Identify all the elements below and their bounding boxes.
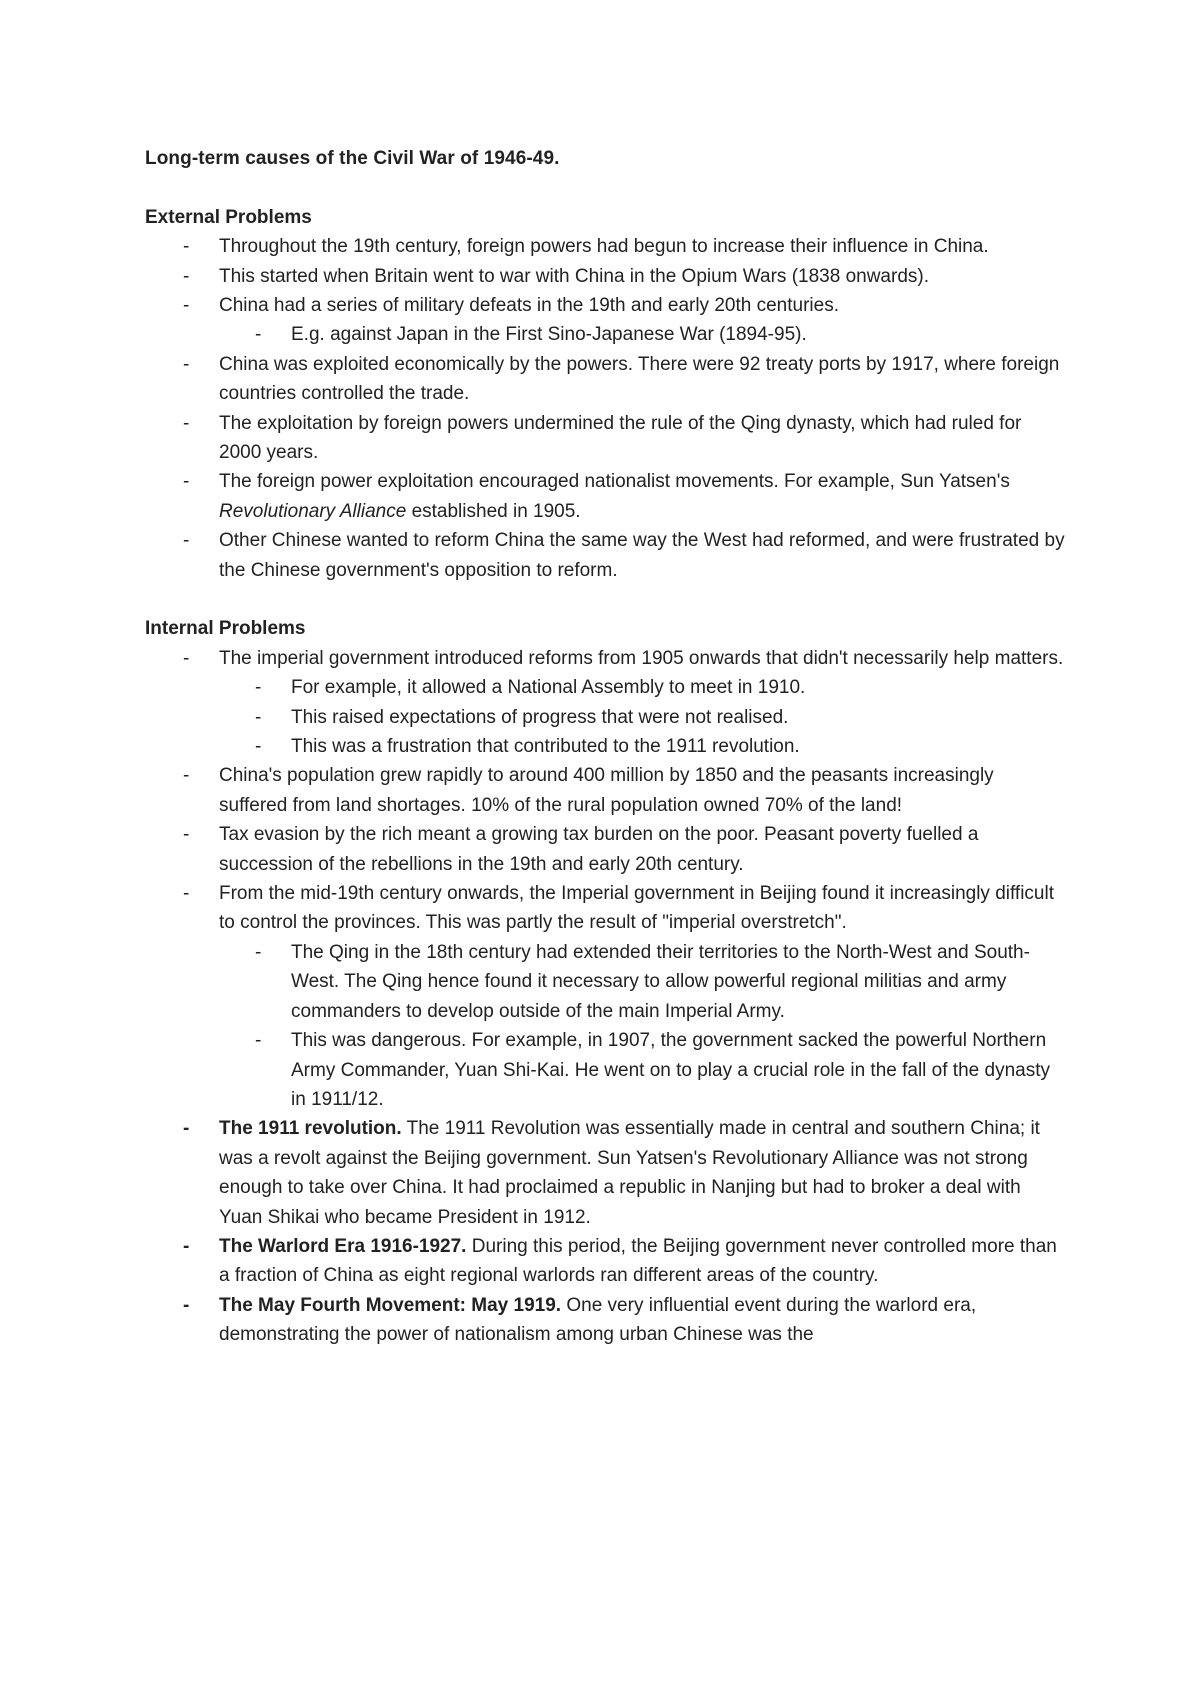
list-item-text: established in 1905. — [406, 500, 581, 522]
list-item — [145, 644, 1065, 673]
bullet-dash: - — [255, 706, 262, 728]
bullet-dash: - — [255, 736, 262, 758]
bullet-dash: - — [183, 1118, 190, 1140]
list-item-text: Other Chinese wanted to reform China the same way the West had reformed, and were frustrated by the Chinese government's opposition to reform. — [219, 530, 1065, 581]
bullet-dash: - — [183, 530, 190, 552]
external-problems-heading: External Problems — [145, 206, 312, 228]
list-item — [145, 409, 1065, 468]
list-item — [145, 350, 1065, 409]
bullet-dash: - — [183, 1235, 190, 1257]
list-item-text: This was a frustration that contributed to the 1911 revolution. — [291, 736, 800, 758]
list-item — [145, 262, 1065, 291]
document-title: Long-term causes of the Civil War of 1946-49. — [145, 148, 560, 169]
list-item-text: The 1911 Revolution was essentially made in central and southern China; it was a revolt against the Beijing government. Sun Yatsen's Revolutionary Alliance was not strong enough to take over China. It had proclaimed a republic in Nanjing but had to broker a deal with Yuan Shikai who became President in 1912. — [219, 1118, 1040, 1228]
list-item-text: This raised expectations of progress that were not realised. — [291, 706, 789, 728]
sub-list-item — [145, 673, 1065, 702]
sub-list-item — [145, 1026, 1065, 1114]
list-item-lead: The Warlord Era 1916-1927. — [219, 1235, 467, 1257]
bullet-dash: - — [183, 265, 190, 287]
bullet-dash: - — [183, 294, 190, 316]
spacer — [145, 585, 1065, 614]
sub-list-item — [145, 703, 1065, 732]
list-item-text: Tax evasion by the rich meant a growing tax burden on the poor. Peasant poverty fuelled a succession of the rebellions in the 19th and early 20th century. — [219, 824, 979, 875]
bullet-dash: - — [183, 353, 190, 375]
list-item — [145, 232, 1065, 261]
list-item-text: E.g. against Japan in the First Sino-Japanese War (1894-95). — [291, 324, 807, 346]
bullet-dash: - — [183, 471, 190, 493]
list-item — [145, 526, 1065, 585]
list-item — [145, 1232, 1065, 1291]
sub-list-item — [145, 320, 1065, 349]
sub-list-item — [145, 732, 1065, 761]
list-item-text: From the mid-19th century onwards, the Imperial government in Beijing found it increasingly difficult to control the provinces. This was partly the result of "imperial overstretch". — [219, 883, 1054, 934]
internal-problems-heading: Internal Problems — [145, 618, 306, 640]
list-item-text: This started when Britain went to war with China in the Opium Wars (1838 onwards). — [219, 265, 929, 287]
list-item — [145, 820, 1065, 879]
spacer — [145, 173, 1065, 202]
list-item-text: During this period, the Beijing government never controlled more than a fraction of China as eight regional warlords ran different areas of the country. — [219, 1235, 1057, 1287]
list-item — [145, 879, 1065, 938]
sub-list-item — [145, 938, 1065, 1026]
list-item-text: The Qing in the 18th century had extended their territories to the North-West and South-West. The Qing hence found it necessary to allow powerful regional militias and army commanders to develop outside of the main Imperial Army. — [291, 941, 1030, 1022]
bullet-dash: - — [183, 765, 190, 787]
bullet-dash: - — [255, 324, 262, 346]
bullet-dash: - — [183, 647, 190, 669]
italic-term: Revolutionary Alliance — [219, 500, 407, 522]
bullet-dash: - — [255, 1030, 262, 1052]
list-item-text: The foreign power exploitation encouraged nationalist movements. For example, Sun Yatsen's — [219, 471, 1010, 493]
list-item — [145, 761, 1065, 820]
list-item-text: China had a series of military defeats in the 19th and early 20th centuries. — [219, 294, 839, 316]
list-item-lead: The May Fourth Movement: May 1919. — [219, 1294, 562, 1316]
list-item — [145, 467, 1065, 526]
list-item — [145, 1114, 1065, 1232]
list-item-text: The imperial government introduced reforms from 1905 onwards that didn't necessarily help matters. — [219, 647, 1064, 669]
list-item-lead: The 1911 revolution. — [219, 1118, 402, 1140]
list-item-text: Throughout the 19th century, foreign powers had begun to increase their influence in China. — [219, 236, 989, 258]
bullet-dash: - — [183, 883, 190, 905]
list-item-text: China was exploited economically by the powers. There were 92 treaty ports by 1917, where foreign countries controlled the trade. — [219, 353, 1060, 405]
bullet-dash: - — [255, 677, 262, 699]
external-problems-list — [145, 232, 1065, 585]
bullet-dash: - — [255, 941, 262, 963]
internal-problems-list — [145, 644, 1065, 1350]
bullet-dash: - — [183, 824, 190, 846]
list-item-text: For example, it allowed a National Assembly to meet in 1910. — [291, 677, 806, 699]
document-body — [145, 144, 1065, 1350]
list-item-text: China's population grew rapidly to around 400 million by 1850 and the peasants increasingly suffered from land shortages. 10% of the rural population owned 70% of the land! — [219, 765, 994, 816]
bullet-dash: - — [183, 412, 190, 434]
list-item-text: The exploitation by foreign powers undermined the rule of the Qing dynasty, which had ruled for 2000 years. — [219, 412, 1022, 464]
list-item-text: This was dangerous. For example, in 1907, the government sacked the powerful Northern Army Commander, Yuan Shi-Kai. He went on to play a crucial role in the fall of the dynasty in 1911/12. — [291, 1030, 1050, 1110]
list-item-text: One very influential event during the warlord era, demonstrating the power of nationalism among urban Chinese was the — [219, 1294, 977, 1346]
list-item — [145, 1291, 1065, 1350]
list-item — [145, 291, 1065, 320]
bullet-dash: - — [183, 236, 190, 258]
bullet-dash: - — [183, 1294, 190, 1316]
